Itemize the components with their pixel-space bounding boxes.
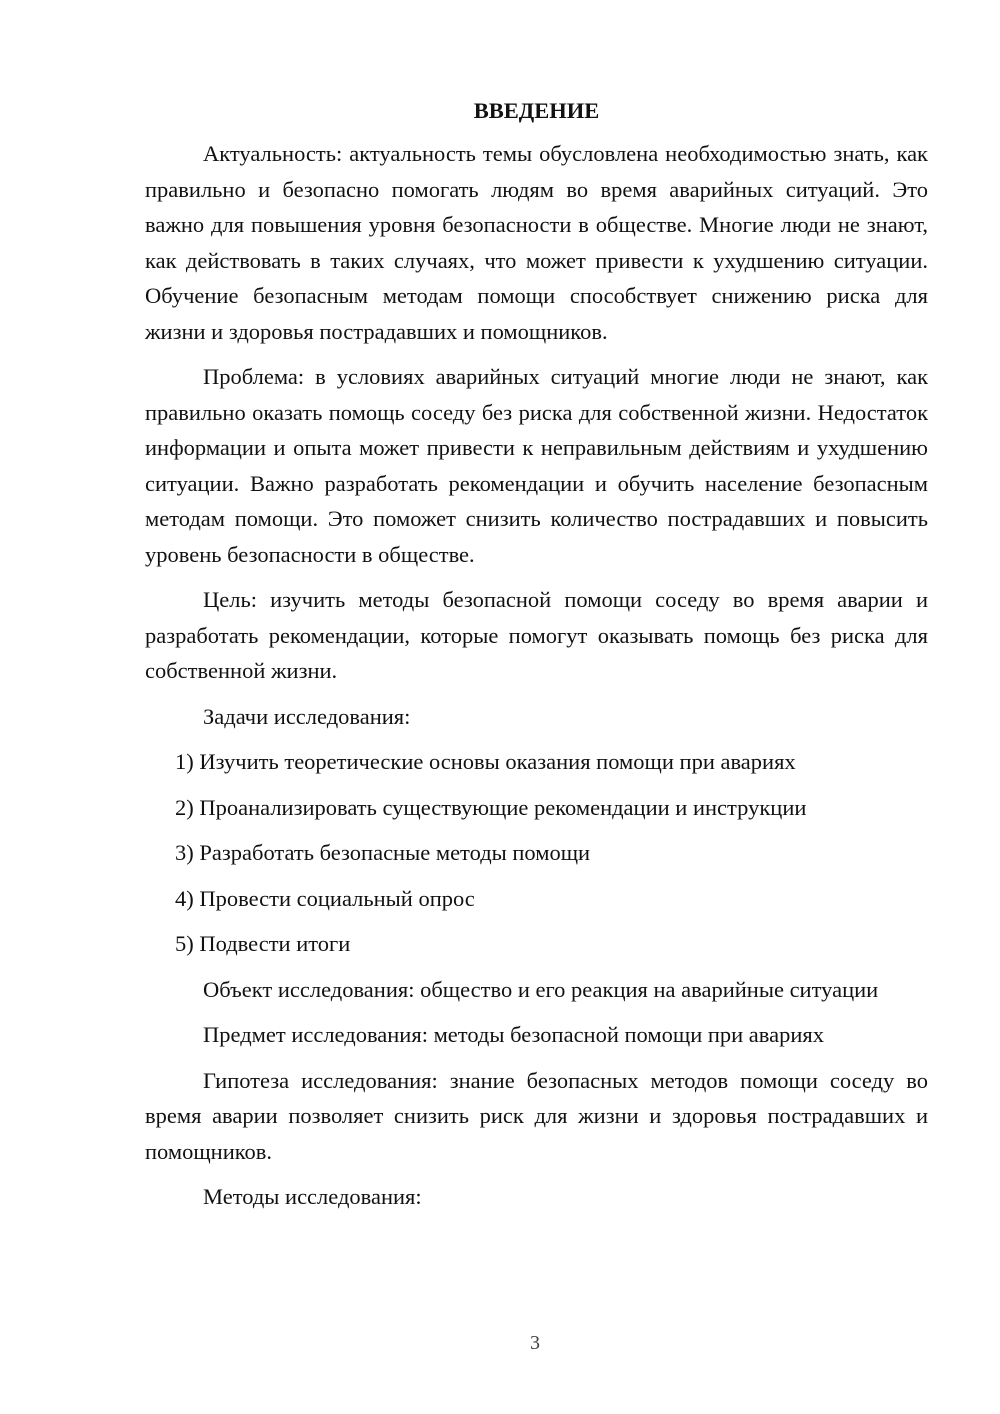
tasks-list [145, 744, 928, 962]
paragraph-object: Объект исследования: общество и его реакция на аварийные ситуации [203, 976, 879, 1002]
paragraph-hypothesis: Гипотеза исследования: знание безопасных методов помощи соседу во время аварии позволяет снизить риск для жизни и здоровья пострадавших и помощников. [145, 1067, 928, 1164]
tasks-heading: Задачи исследования: [203, 703, 411, 729]
paragraph-relevance: Актуальность: актуальность темы обусловлена необходимостью знать, как правильно и безопасно помогать людям во время аварийных ситуаций. Это важно для повышения уровня безопасности в обществе. Многие люди не знают, как действовать в таких случаях, что может привести к ухудшению ситуации. Обучение безопасным методам помощи способствует снижению риска для жизни и здоровья пострадавших и помощников. [145, 141, 928, 344]
paragraph-subject: Предмет исследования: методы безопасной помощи при авариях [203, 1022, 825, 1047]
paragraph-goal: Цель: изучить методы безопасной помощи соседу во время аварии и разработать рекомендации, которые помогут оказывать помощь без риска для собственной жизни. [145, 587, 928, 683]
list-item: 2) Проанализировать существующие рекомендации и инструкции [175, 794, 807, 820]
page-number: 3 [530, 1332, 540, 1354]
paragraph-problem: Проблема: в условиях аварийных ситуаций многие люди не знают, как правильно оказать помощь соседу без риска для собственной жизни. Недостаток информации и опыта может привести к неправильным действиям и ухудшению ситуации. Важно разработать рекомендации и обучить население безопасным методам помощи. Это поможет снизить количество пострадавших и повысить уровень безопасности в обществе. [145, 364, 928, 567]
methods-heading: Методы исследования: [203, 1184, 422, 1209]
page-title: ВВЕДЕНИЕ [473, 98, 600, 123]
list-item: 1) Изучить теоретические основы оказания помощи при авариях [175, 749, 796, 774]
list-item: 5) Подвести итоги [175, 931, 351, 956]
list-item: 4) Провести социальный опрос [175, 885, 475, 911]
list-item: 3) Разработать безопасные методы помощи [175, 840, 591, 865]
page-content [145, 96, 928, 1225]
